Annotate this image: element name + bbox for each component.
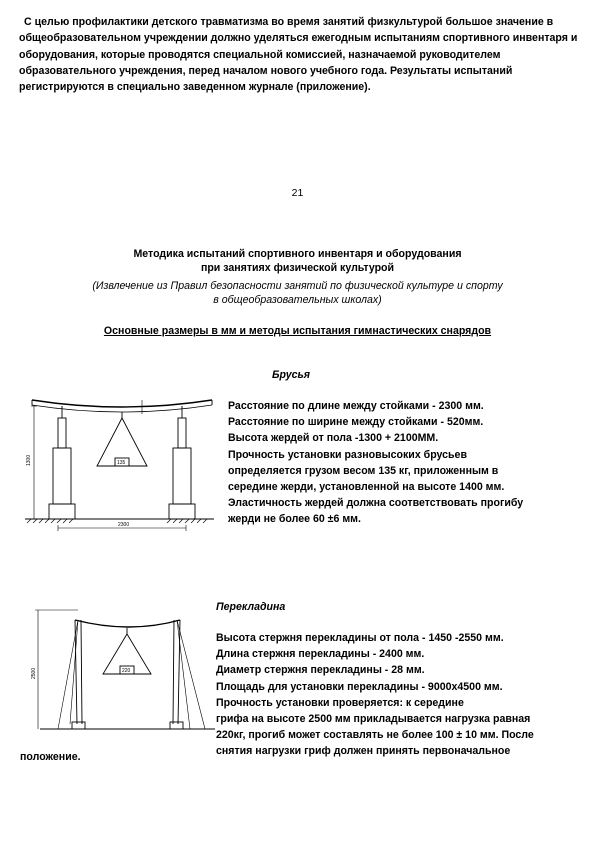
- crossbar-figure: [30, 604, 220, 744]
- bars-spec-line: Высота жердей от пола -1300 + 2100ММ.: [228, 432, 439, 445]
- document-title: [0, 247, 595, 275]
- source-note-line-2: в общеобразовательных школах): [213, 294, 382, 306]
- crossbar-spec-line: Высота стержня перекладины от пола - 1450 -2550 мм.: [216, 632, 504, 644]
- bars-spec-line: жерди не более 60 ±6 мм.: [228, 513, 361, 526]
- bars-dim-height: 1300: [26, 454, 32, 466]
- bars-weight-label: 135: [117, 460, 126, 466]
- title-line-1: Методика испытаний спортивного инвентаря и оборудования: [133, 248, 462, 260]
- section-heading: [0, 325, 595, 337]
- crossbar-weight-label: 220: [122, 668, 131, 674]
- bars-dim-length: 2300: [118, 522, 130, 528]
- bars-spec-line: определяется грузом весом 135 кг, приложенным в: [228, 464, 499, 477]
- crossbar-spec-line: Диаметр стержня перекладины - 28 мм.: [216, 664, 425, 677]
- crossbar-spec-line: Длина стержня перекладины - 2400 мм.: [216, 648, 425, 661]
- parallel-bars-figure: [22, 386, 222, 536]
- intro-paragraph: С целью профилактики детского травматизма во время занятий физкультурой большое значение в общеобразовательном учреждении должно уделяться ежегодным испытаниям спортивного инвентаря и оборудования, которые проводятся специальной комиссией, назначаемой руководителем образовательного учреждения, перед началом нового учебного года. Результаты испытаний регистрируются в специально заведенном журнале (приложение).: [19, 16, 578, 94]
- crossbar-tail-line: положение.: [20, 751, 81, 763]
- bars-spec-line: Расстояние по длине между стойками - 2300 мм.: [228, 400, 484, 412]
- page-number: 21: [291, 187, 304, 199]
- crossbar-spec-line: Прочность установки проверяется: к середине: [216, 696, 464, 709]
- bars-spec-list: [228, 398, 523, 528]
- bars-spec-line: Прочность установки разновысоких брусьев: [228, 448, 467, 461]
- crossbar-spec-line: грифа на высоте 2500 мм прикладывается нагрузка равная: [216, 713, 531, 726]
- bars-spec-line: середине жерди, установленной на высоте 1400 мм.: [228, 481, 505, 494]
- source-note: [0, 279, 595, 307]
- crossbar-spec-list: [216, 630, 534, 760]
- title-line-2: при занятиях физической культурой: [200, 262, 395, 274]
- crossbar-dim-height: 2500: [31, 667, 37, 679]
- bars-title: Брусья: [272, 369, 311, 381]
- crossbar-spec-line: 220кг, прогиб может составлять не более 100 ± 10 мм. После: [216, 729, 534, 742]
- bars-spec-line: Эластичность жердей должна соответствовать прогибу: [228, 497, 524, 510]
- source-note-line-1: (Извлечение из Правил безопасности занятий по физической культуре и спорту: [92, 280, 503, 292]
- crossbar-title: Перекладина: [216, 601, 286, 613]
- bars-spec-line: Расстояние по ширине между стойками - 520мм.: [228, 416, 484, 429]
- crossbar-spec-line: снятия нагрузки гриф должен принять первоначальное: [216, 745, 511, 758]
- crossbar-spec-line: Площадь для установки перекладины - 9000х4500 мм.: [216, 680, 503, 693]
- section-heading-text: Основные размеры в мм и методы испытания гимнастических снарядов: [103, 325, 492, 337]
